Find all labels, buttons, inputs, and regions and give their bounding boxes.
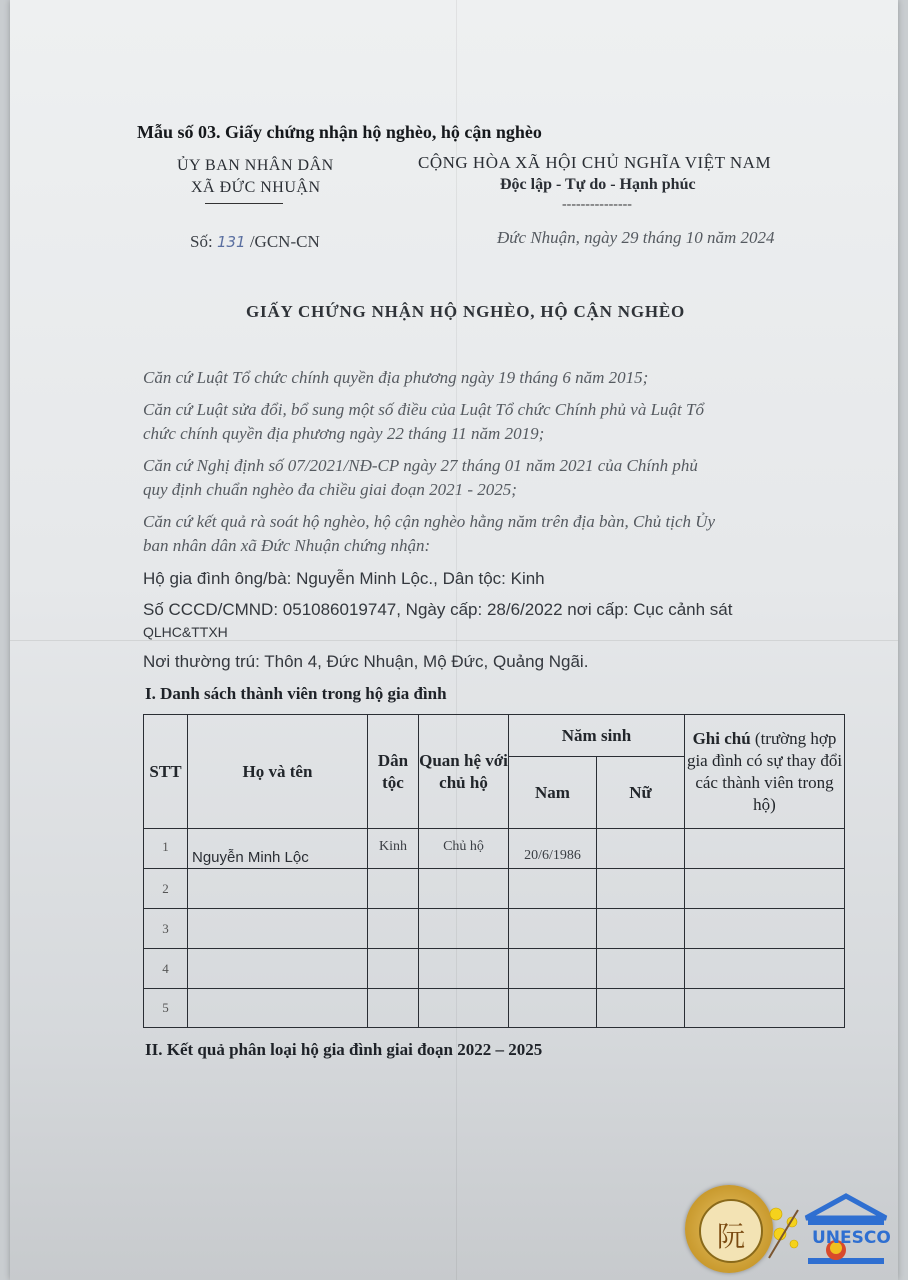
cell-stt: 4 [144, 949, 188, 989]
cell-ethnic [368, 869, 419, 909]
cell-name [188, 949, 368, 989]
seal-glyph: 阮 [716, 1220, 745, 1253]
cell-note [685, 909, 845, 949]
col-header-relation: Quan hệ với chủ hộ [419, 715, 509, 829]
cell-note [685, 949, 845, 989]
motto-rule: --------------- [562, 197, 632, 212]
issuing-org-line2: XÃ ĐỨC NHUẬN [191, 179, 321, 196]
doc-no-handwritten: 131 [216, 233, 246, 251]
table-row [144, 909, 845, 949]
seal-inner-ring [699, 1199, 763, 1263]
basis-line: Căn cứ Luật sửa đổi, bổ sung một số điều của Luật Tổ chức Chính phủ và Luật Tổ [143, 400, 704, 419]
cell-name: Nguyễn Minh Lộc [188, 829, 368, 869]
basis-line: chức chính quyền địa phương ngày 22 tháng 11 năm 2019; [143, 424, 545, 443]
place-and-date: Đức Nhuận, ngày 29 tháng 10 năm 2024 [497, 228, 775, 247]
table-row [144, 989, 845, 1028]
id-card-line: Số CCCD/CMND: 051086019747, Ngày cấp: 28/6/2022 nơi cấp: Cục cảnh sát [143, 600, 733, 619]
cell-ethnic [368, 989, 419, 1028]
col-header-female: Nữ [597, 757, 685, 829]
note-header-rest: (trường hợp gia đình có sự thay đổi các thành viên trong hộ) [686, 728, 843, 814]
basis-line: Căn cứ Luật Tổ chức chính quyền địa phương ngày 19 tháng 6 năm 2015; [143, 368, 649, 387]
cell-stt: 2 [144, 869, 188, 909]
cell-relation [419, 989, 509, 1028]
cell-male [509, 989, 597, 1028]
national-title: CỘNG HÒA XÃ HỘI CHỦ NGHĨA VIỆT NAM [418, 153, 772, 172]
issuing-org-line1: ỦY BAN NHÂN DÂN [177, 157, 334, 174]
basis-line: quy định chuẩn nghèo đa chiều giai đoạn 2021 - 2025; [143, 480, 517, 499]
cell-relation: Chủ hộ [419, 829, 509, 869]
national-motto: Độc lập - Tự do - Hạnh phúc [500, 176, 696, 193]
col-header-birth-year: Năm sinh [509, 715, 685, 757]
unesco-badge-text: UNESCO [812, 1228, 891, 1248]
cell-male [509, 909, 597, 949]
section1-title: I. Danh sách thành viên trong hộ gia đình [145, 684, 447, 703]
cell-note [685, 869, 845, 909]
id-issuer-line: QLHC&TTXH [143, 624, 228, 640]
cell-female [597, 989, 685, 1028]
cell-relation [419, 909, 509, 949]
cell-female [597, 949, 685, 989]
doc-no-suffix: /GCN-CN [249, 232, 320, 251]
doc-no-prefix: Số: [190, 232, 213, 251]
basis-line: Căn cứ Nghị định số 07/2021/NĐ-CP ngày 27 tháng 01 năm 2021 của Chính phủ [143, 456, 698, 475]
col-header-note [685, 715, 845, 829]
section2-title: II. Kết quả phân loại hộ gia đình giai đoạn 2022 – 2025 [145, 1040, 543, 1059]
document-title: GIẤY CHỨNG NHẬN HỘ NGHÈO, HỘ CẬN NGHÈO [246, 302, 686, 321]
document-paper [10, 0, 898, 1280]
cell-note [685, 989, 845, 1028]
cell-stt: 3 [144, 909, 188, 949]
cell-name [188, 909, 368, 949]
col-header-ethnic: Dân tộc [368, 715, 419, 829]
note-header-bold: Ghi chú [692, 728, 751, 748]
table-row [144, 869, 845, 909]
cell-male [509, 869, 597, 909]
apricot-blossom-icon [764, 1200, 804, 1260]
cell-ethnic [368, 909, 419, 949]
family-seal-logo [685, 1185, 773, 1273]
cell-male [509, 949, 597, 989]
cell-relation [419, 949, 509, 989]
document-number [190, 232, 320, 252]
table-header-row [144, 715, 845, 757]
col-header-male: Nam [509, 757, 597, 829]
form-number: Mẫu số 03. Giấy chứng nhận hộ nghèo, hộ cận nghèo [137, 122, 542, 142]
cell-male: 20/6/1986 [509, 829, 597, 869]
basis-line: Căn cứ kết quả rà soát hộ nghèo, hộ cận nghèo hằng năm trên địa bàn, Chủ tịch Ủy [143, 512, 716, 531]
table-row [144, 949, 845, 989]
cell-name [188, 869, 368, 909]
table-row [144, 829, 845, 869]
fold-crease-vertical [456, 0, 457, 1280]
cell-relation [419, 869, 509, 909]
cell-female [597, 829, 685, 869]
cell-ethnic [368, 949, 419, 989]
cell-name [188, 989, 368, 1028]
cell-female [597, 909, 685, 949]
cell-female [597, 869, 685, 909]
fold-crease-horizontal [10, 640, 898, 641]
org-underline [205, 203, 283, 204]
basis-line: ban nhân dân xã Đức Nhuận chứng nhận: [143, 536, 431, 555]
household-head-line: Hộ gia đình ông/bà: Nguyễn Minh Lộc., Dân tộc: Kinh [143, 569, 545, 588]
cell-stt: 1 [144, 829, 188, 869]
cell-ethnic: Kinh [368, 829, 419, 869]
address-line: Nơi thường trú: Thôn 4, Đức Nhuận, Mộ Đức, Quảng Ngãi. [143, 652, 589, 671]
col-header-stt: STT [144, 715, 188, 829]
cell-stt: 5 [144, 989, 188, 1028]
cell-note [685, 829, 845, 869]
col-header-name: Họ và tên [188, 715, 368, 829]
household-members-table [143, 714, 845, 1028]
